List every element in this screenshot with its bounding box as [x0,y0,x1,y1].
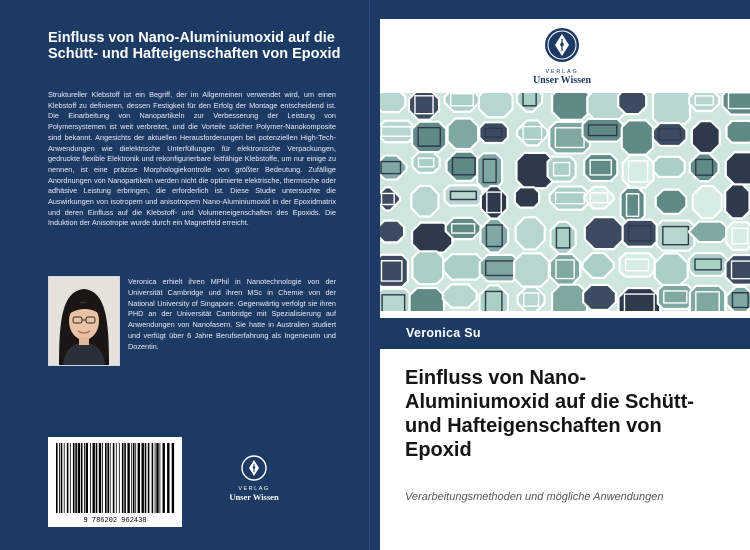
barcode-bar [145,443,147,513]
back-cover [0,0,369,550]
cover-art-cell [582,253,613,278]
cover-art-cell [620,253,655,277]
cover-art-cell [623,155,654,188]
barcode-bar [148,443,150,513]
barcode-bar [113,443,115,513]
cover-art-cell [653,123,686,146]
pen-nib-logo-icon [241,455,267,481]
barcode-bar [122,443,124,513]
front-cover-title: Einfluss von Nano-Aluminiumoxid auf die Schütt- und Hafteigenschaften von Epoxid [405,367,694,461]
cover-art-cell [380,255,408,287]
barcode-bar [124,443,126,513]
back-publisher-logo [218,455,290,502]
barcode-bar [56,443,58,513]
barcode-bar [156,443,158,513]
cover-art-cell [726,255,750,285]
author-photo-drawing [49,277,119,365]
barcode-bar [93,443,95,513]
cover-art-cell [583,285,616,310]
cover-art-cell [412,251,443,284]
cover-art-cell [480,285,508,311]
barcode-bar [116,443,117,513]
author-band [380,318,750,349]
cover-art-cell [380,221,404,243]
cover-art-cell [690,153,719,181]
barcode-bar [105,443,107,513]
cover-art-drawing [380,93,750,311]
cover-art-cell [727,121,750,143]
barcode-bar [102,443,103,513]
cover-art-cell [725,184,749,218]
barcode-bar [163,443,165,513]
cover-art-cell [448,118,479,148]
cover-art-cell [655,253,688,287]
barcode-bar [73,443,75,513]
barcode-bar [155,443,156,513]
barcode-bar [81,443,83,513]
barcode [48,437,182,527]
cover-art-cell [411,186,438,217]
cover-art-cell [480,219,508,253]
cover-art-cell [481,186,507,218]
barcode-bar [160,443,161,513]
cover-art-cell [550,254,580,285]
cover-art-cell [618,93,646,114]
cover-art-cell [515,187,539,207]
barcode-bar [61,443,63,513]
barcode-bar [96,443,98,513]
author-photo [48,276,120,366]
cover-art-cell [409,93,439,120]
cover-art-cell [623,220,657,247]
barcode-bar [86,443,88,513]
front-top-bar [380,0,750,19]
author-bio: Veronica erhielt ihren MPhil in Nanotechnologie von der Universität Cambridge und ihren MSc in Chemie von der National University of Singapore. Gegenwärtig verfolgt sie ihren PHD an der Universität Cambridge mit Spezialisierung auf Anwendungen von Nanofasern. Sie hatte in Australien studiert und verfügt über 6 Jahre Berufserfahrung als Ingenieurin und Dozentin. [128,277,336,351]
front-author-name: Veronica Su [406,326,481,340]
front-cover [380,0,750,550]
cover-art-cell [726,222,750,250]
cover-art-cell [380,289,411,311]
back-cover-abstract: Struktureller Klebstoff ist ein Begriff, der im Allgemeinen verwendet wird, um einen Klebstoff zu definieren, dessen Festigkeit für den Erfolg der Montage entscheidend ist. Die Einarbeitung von Nanopartikeln zur Verbesserung der Leistung von Polymersystemen ist weit verbreitet, und die Vorteile solcher Polymer-Nanokomposite sind bekannt. Angesichts der aktuellen Herausforderungen bei potenziellen High-Tech-Anwendungen wie dielektrische Unterfüllungen für elektronische Verpackungen, gedruckte flexible Elektronik und rekonfigurierbare leitfähige Klebstoffe, um nur einige zu nennen, ist eine präzise Morphologiekontrolle von größter Bedeutung. Zufällige Anordnungen von Nanopartikeln werden nicht die optimierte elektrische, thermische oder adhäsive Leistung erbringen, die erforderlich ist. Diese Studie untersuchte die Auswirkungen von isotropem und anisotropem Nano-Aluminiumoxid in der Epoxidmatrix und deren Einfluss auf die Klebstoff- und Volumeneigenschaften des Epoxids. Die Induktion der Anisotropie wurde durch ein Magnetfeld erreicht. [48,90,336,228]
barcode-bar [67,443,69,513]
front-logo-verlag: VERLAG [545,69,579,75]
pen-nib-logo-icon [544,27,580,63]
barcode-bar [142,443,144,513]
cover-art-cell [585,217,624,249]
cover-art-cell [726,152,750,184]
cover-art-cell [479,93,513,117]
cover-art-cell [548,157,576,182]
front-publisher-logo [520,27,604,86]
cover-art-cell [656,190,687,214]
barcode-drawing [48,437,182,527]
cover-art-cell [479,122,508,143]
barcode-bar [99,443,101,513]
cover-art-cell [380,93,405,112]
cover-art-cell [722,93,750,115]
barcode-bar [167,443,169,513]
barcode-bar [135,443,136,513]
cover-art-cell [446,218,481,239]
back-cover-title: Einfluss von Nano-Aluminiumoxid auf die Schütt- und Hafteigenschaften von Epoxid [48,30,341,62]
cover-art-cell [550,222,575,254]
front-cover-subtitle: Verarbeitungsmethoden und mögliche Anwendungen [405,491,664,503]
cover-art-cell [693,186,722,218]
barcode-bar [138,443,140,513]
cover-art-cell [653,157,684,177]
abstract-cover-art [380,93,750,311]
barcode-bar [90,443,91,513]
cover-art-cell [518,287,545,311]
barcode-bar [78,443,80,513]
cover-art-cell [692,121,720,153]
cover-art-cell [410,288,444,311]
barcode-bar [110,443,111,513]
barcode-bar [70,443,71,513]
cover-art-cell [516,217,545,249]
barcode-bar [84,443,85,513]
cover-art-cell [621,188,645,222]
cover-art-cell [689,222,731,242]
cover-art-cell [412,122,446,152]
barcode-bar [75,443,77,513]
cover-art-cell [552,285,587,311]
barcode-bar [107,443,109,513]
barcode-bar [131,443,132,513]
barcode-bar [172,443,174,513]
cover-art-cell [584,154,617,181]
cover-art-cell [446,152,481,181]
cover-art-cell [584,187,613,209]
barcode-bar [59,443,60,513]
barcode-bar [64,443,65,513]
back-logo-brand: Unser Wissen [229,492,279,502]
cover-art-cell [552,93,590,120]
barcode-bar [152,443,154,513]
cover-art-cell [658,285,693,309]
cover-art-cell [443,284,477,307]
back-logo-verlag: VERLAG [238,486,270,492]
barcode-bar [133,443,135,513]
cover-art-cell [622,120,653,154]
cover-art-cell [514,253,549,286]
barcode-bar [119,443,120,513]
cover-art-cell [653,93,690,124]
barcode-number: 9 786202 962438 [83,517,147,525]
barcode-bar [127,443,129,513]
cover-art-cell [445,93,480,112]
front-logo-brand: Unser Wissen [532,75,592,86]
cover-art-cell [412,152,439,173]
